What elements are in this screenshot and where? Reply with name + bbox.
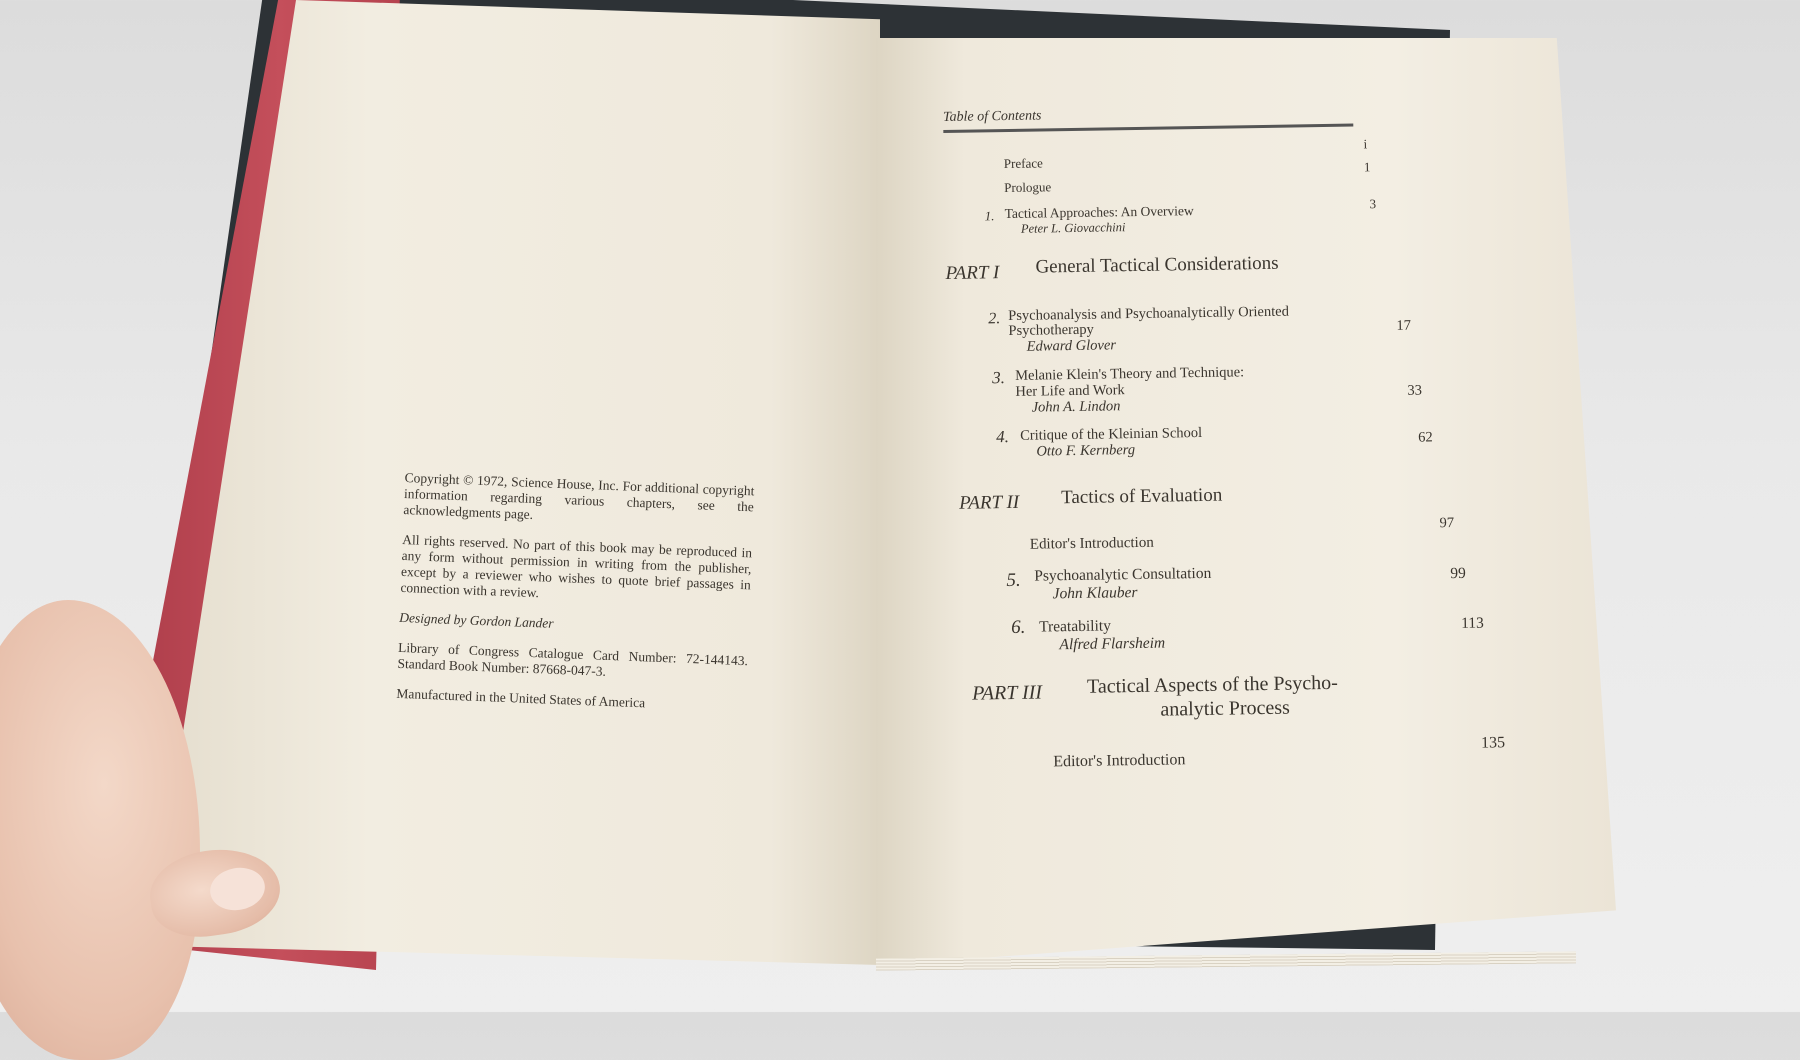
toc-header: Table of Contents (943, 108, 1042, 125)
part-label: PART I (945, 262, 1000, 284)
entry-author: Otto F. Kernberg (1036, 442, 1136, 460)
entry-title: Preface (1003, 155, 1043, 172)
entry-title: Prologue (1004, 179, 1052, 196)
entry-page: 113 (1460, 614, 1484, 632)
catalogue-info: Library of Congress Catalogue Card Number: 72-144143. Standard Book Number: 87668-047-3. (397, 639, 749, 679)
entry-title: Treatability (1038, 617, 1112, 636)
chapter-number: 2. (988, 310, 1001, 328)
part-title: Tactics of Evaluation (1060, 484, 1223, 509)
entry-title: Psychoanalytic Consultation (1034, 564, 1212, 585)
entry-page: 3 (1369, 196, 1377, 212)
chapter-number: 5. (1006, 569, 1021, 592)
chapter-number: 4. (995, 427, 1010, 447)
entry-author: John Klauber (1052, 584, 1138, 603)
part-label: PART II (959, 491, 1020, 514)
entry-title: Editor's Introduction (1053, 751, 1186, 771)
entry-page: 99 (1450, 564, 1466, 583)
chapter-number: 6. (1010, 616, 1026, 638)
designer-credit: Designed by Gordon Lander (399, 609, 554, 631)
part-title-continued: analytic Process (1160, 696, 1291, 721)
entry-title: Melanie Klein's Theory and Technique: (1015, 364, 1245, 384)
entry-title: Psychoanalysis and Psychoanalytically Oriented (1008, 303, 1290, 324)
entry-title: Tactical Approaches: An Overview (1004, 203, 1194, 222)
entry-author: John A. Lindon (1031, 398, 1121, 416)
entry-page: 1 (1363, 159, 1371, 175)
entry-page: 62 (1418, 429, 1433, 446)
entry-title-continued: Psychotherapy (1008, 321, 1094, 339)
entry-title: Critique of the Kleinian School (1020, 424, 1203, 444)
entry-title-continued: Her Life and Work (1015, 382, 1125, 400)
entry-title: Editor's Introduction (1029, 534, 1154, 553)
entry-author: Alfred Flarsheim (1059, 634, 1166, 654)
rights-notice: All rights reserved. No part of this book may be reproduced in any form without permission in writing from the publisher, except by a reviewer who wishes to quote brief passages in connection with a review. (400, 531, 753, 601)
entry-page: i (1363, 136, 1368, 152)
copyright-block (396, 470, 755, 729)
entry-page: 135 (1480, 734, 1506, 752)
chapter-number: 1. (984, 208, 995, 224)
copyright-notice: Copyright © 1972, Science House, Inc. For additional copyright information regarding various chapters, see the acknowledgments page. (403, 470, 755, 522)
entry-page: 97 (1439, 515, 1455, 532)
part-title: Tactical Aspects of the Psycho- (1086, 671, 1338, 698)
part-title: General Tactical Considerations (1035, 252, 1279, 278)
entry-author: Peter L. Giovacchini (1020, 220, 1126, 236)
part-label: PART III (971, 681, 1043, 705)
entry-author: Edward Glover (1026, 337, 1117, 355)
manufacture-note: Manufactured in the United States of America (396, 685, 646, 711)
entry-page: 33 (1407, 382, 1423, 399)
chapter-number: 3. (992, 368, 1006, 388)
entry-page: 17 (1396, 317, 1412, 334)
